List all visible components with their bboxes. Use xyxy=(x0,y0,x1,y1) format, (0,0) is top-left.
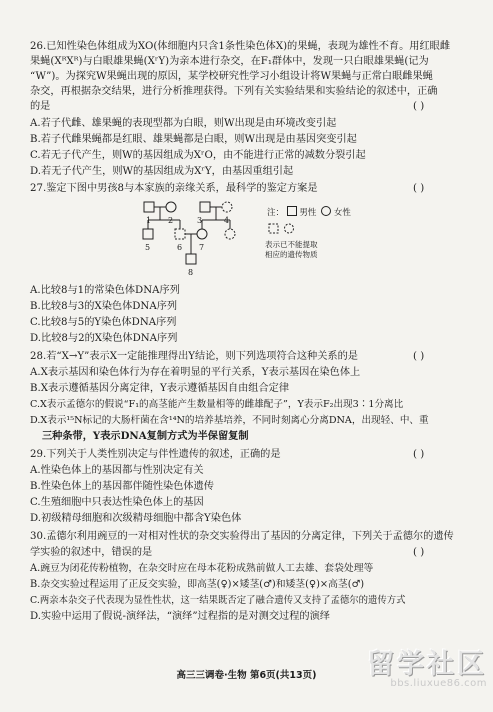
pedigree-label-1: 1 xyxy=(146,216,152,225)
q30-option-d: D.实验中运用了假说-演绎法，“演绎”过程指的是对测交过程的演绎 xyxy=(30,611,330,622)
q26-option-d: D.若无子代产生，则W的基因组成为XʳY，由基因重组引起 xyxy=(30,166,294,177)
q30-option-b: B.杂交实验过程运用了正反交实验，即高茎(♀)×矮茎(♂)和矮茎(♀)×高茎(♂) xyxy=(30,579,365,590)
q28-answer-paren: ( ) xyxy=(413,351,425,362)
q30-stem-line-2: 学实验的叙述中，错误的是 xyxy=(30,547,153,558)
q26-option-c: C.若无子代产生，则W的基因组成为XʳO，由不能进行正常的减数分裂引起 xyxy=(30,150,366,161)
q27-stem: 27.鉴定下图中男孩8与本家族的亲缘关系，最科学的鉴定方案是 xyxy=(30,183,318,194)
q26-stem-line-5: 的是 xyxy=(30,101,51,112)
watermark-url: bbs.liuxue86.com xyxy=(390,678,487,689)
q30-option-c: C.两亲本杂交子代表现为显性性状，这一结果既否定了融合遗传又支持了孟德尔的遗传方式 xyxy=(30,595,406,606)
legend-missing-symbols xyxy=(267,222,307,236)
pedigree-diagram xyxy=(140,196,260,286)
q26-answer-paren: ( ) xyxy=(413,101,425,112)
q26-option-a: A.若子代雌、雄果蝇的表现型都为白眼，则W出现是由环境改变引起 xyxy=(30,118,337,129)
pedigree-label-2: 2 xyxy=(168,216,174,225)
q29-option-a: A.性染色体上的基因都与性别决定有关 xyxy=(30,465,204,476)
q27-option-d: D.比较8与2的X染色体DNA序列 xyxy=(30,333,178,344)
legend-male-square-icon xyxy=(287,206,297,216)
legend-missing-line-1: 表示已不能提取 xyxy=(265,240,318,249)
q27-option-c: C.比较8与5的Y染色体DNA序列 xyxy=(30,317,177,328)
q29-option-d: D.初级精母细胞和次级精母细胞中都含Y染色体 xyxy=(30,513,242,524)
legend-female-label: 女性 xyxy=(333,208,351,218)
pedigree-label-8: 8 xyxy=(188,268,194,277)
q29-answer-paren: ( ) xyxy=(413,449,425,460)
q27-answer-paren: ( ) xyxy=(413,183,425,194)
q30-answer-paren: ( ) xyxy=(413,547,425,558)
q27-option-a: A.比较8与1的常染色体DNA序列 xyxy=(30,285,180,296)
pedigree-female-4-missing xyxy=(222,202,232,212)
pedigree-male-8 xyxy=(186,254,196,264)
page-footer: 高三三调卷·生物 第6页(共13页) xyxy=(176,670,317,681)
q28-stem: 28.若“X→Y”表示X一定能推理得出Y结论，则下列选项符合这种关系的是 xyxy=(30,351,358,362)
q30-option-a: A.豌豆为闭花传粉植物，在杂交时应在母本花粉成熟前做人工去雄、套袋处理等 xyxy=(30,563,374,574)
q26-stem-line-4: 杂交，再根据杂交结果，进行分析推理获得。下列有关实验结果和实验结论的叙述中，正确 xyxy=(30,86,438,97)
q26-stem-line-1: 26.已知性染色体组成为XO(体细胞内只含1条性染色体X)的果蝇，表现为雄性不育。用红眼雌 xyxy=(30,41,451,52)
pedigree-label-7: 7 xyxy=(199,243,205,252)
q26-stem-line-2: 果蝇(XᴿXᴿ)与白眼雄果蝇(XʳY)为亲本进行杂交，在F₁群体中，发现一只白眼雄果蝇(记为 xyxy=(30,56,429,67)
pedigree-female-missing xyxy=(225,229,235,239)
site-watermark xyxy=(367,642,487,689)
legend-male-label: 男性 xyxy=(299,208,317,218)
q29-option-b: B.性染色体上的基因都伴随性染色体遗传 xyxy=(30,481,214,492)
pedigree-label-5: 5 xyxy=(145,243,151,252)
legend-missing-note xyxy=(265,240,318,259)
q29-option-c: C.生殖细胞中只表达性染色体上的基因 xyxy=(30,497,204,508)
q27-option-b: B.比较8与3的X染色体DNA序列 xyxy=(30,301,178,312)
q28-option-d-line-1: D.X表示¹⁵N标记的大肠杆菌在含¹⁴N的培养基培养，不同时刻离心分离DNA，出现轻、中、重 xyxy=(30,415,429,426)
q28-option-b: B.X表示遵循基因分离定律，Y表示遵循基因自由组合定律 xyxy=(30,383,290,394)
watermark-logo: 留学社区 xyxy=(367,649,487,680)
pedigree-label-4: 4 xyxy=(224,216,230,225)
legend-note-label: 注： xyxy=(267,208,285,218)
q28-option-a: A.X表示基因和染色体行为存在着明显的平行关系，Y表示基因在染色体上 xyxy=(30,367,361,378)
q28-option-d-line-2: 三种条带，Y表示DNA复制方式为半保留复制 xyxy=(42,430,249,442)
pedigree-male-5 xyxy=(143,229,153,239)
pedigree-female-7 xyxy=(197,229,207,239)
pedigree-label-3: 3 xyxy=(197,216,203,225)
legend-missing-line-2: 相应的遗传物质 xyxy=(265,249,318,259)
q28-option-c: C.X表示孟德尔的假说“F₁的高茎能产生数量相等的雌雄配子”，Y表示F₂出现3∶1分离比 xyxy=(30,399,404,410)
q30-stem-line-1: 30.孟德尔利用豌豆的一对相对性状的杂交实验得出了基因的分离定律，下列关于孟德尔的遗传 xyxy=(30,531,454,542)
pedigree-male-1 xyxy=(144,202,154,212)
legend-female-circle-icon xyxy=(321,206,331,216)
pedigree-female-2 xyxy=(166,202,176,212)
pedigree-label-6: 6 xyxy=(177,243,183,252)
pedigree-male-3 xyxy=(200,202,210,212)
pedigree-male-6-missing xyxy=(175,229,185,239)
q29-stem: 29.下列关于人类性别决定与伴性遗传的叙述，正确的是 xyxy=(30,449,281,460)
q26-stem-line-3: “W”)。为探究W果蝇出现的原因，某学校研究性学习小组设计将W果蝇与正常白眼雌果蝇 xyxy=(30,71,433,82)
q26-option-b: B.若子代雌果蝇都是红眼、雄果蝇都是白眼，则W出现是由基因突变引起 xyxy=(30,134,357,145)
pedigree-legend xyxy=(267,206,351,218)
